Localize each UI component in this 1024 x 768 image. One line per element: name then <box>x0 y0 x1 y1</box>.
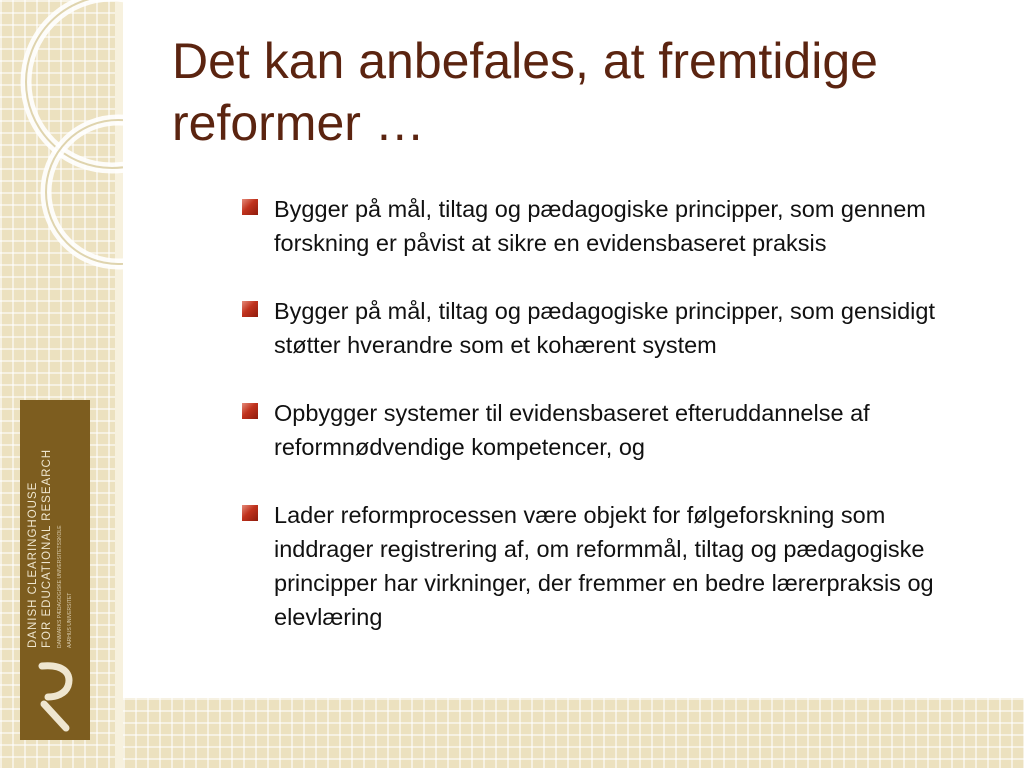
bullet-text: Opbygger systemer til evidensbaseret efteruddannelse af reformnødvendige kompetencer, og <box>274 400 870 460</box>
logo-small-line1: DANMARKS PÆDAGOGISKE UNIVERSITETSSKOLE <box>57 525 63 648</box>
decorative-rings <box>0 0 123 330</box>
bullet-item <box>242 498 982 634</box>
red-square-bullet-icon <box>242 301 258 317</box>
bullet-text: Bygger på mål, tiltag og pædagogiske principper, som gennem forskning er påvist at sikre en evidensbaseret praksis <box>274 196 926 256</box>
clearinghouse-logo-mark-icon <box>30 662 80 732</box>
bullet-item <box>242 396 982 464</box>
logo-line1: DANISH CLEARINGHOUSE <box>27 481 39 648</box>
bullet-item <box>242 294 982 362</box>
logo-text <box>26 408 84 648</box>
clearinghouse-logo-panel <box>20 400 90 740</box>
bottom-decorative-band <box>123 698 1024 768</box>
logo-line2: FOR EDUCATIONAL RESEARCH <box>41 448 53 648</box>
bullet-text: Lader reformprocessen være objekt for følgeforskning som inddrager registrering af, om reformmål, tiltag og pædagogiske principper har virkninger, der fremmer en bedre lærerpraksis og elevlæring <box>274 502 934 630</box>
slide-title: Det kan anbefales, at fremtidige reformer … <box>172 33 878 151</box>
red-square-bullet-icon <box>242 505 258 521</box>
bullet-item <box>242 192 982 260</box>
bullet-text: Bygger på mål, tiltag og pædagogiske principper, som gensidigt støtter hverandre som et kohærent system <box>274 298 935 358</box>
red-square-bullet-icon <box>242 199 258 215</box>
logo-small-line2: AARHUS UNIVERSITET <box>67 592 73 648</box>
bullet-list <box>242 192 982 668</box>
red-square-bullet-icon <box>242 403 258 419</box>
